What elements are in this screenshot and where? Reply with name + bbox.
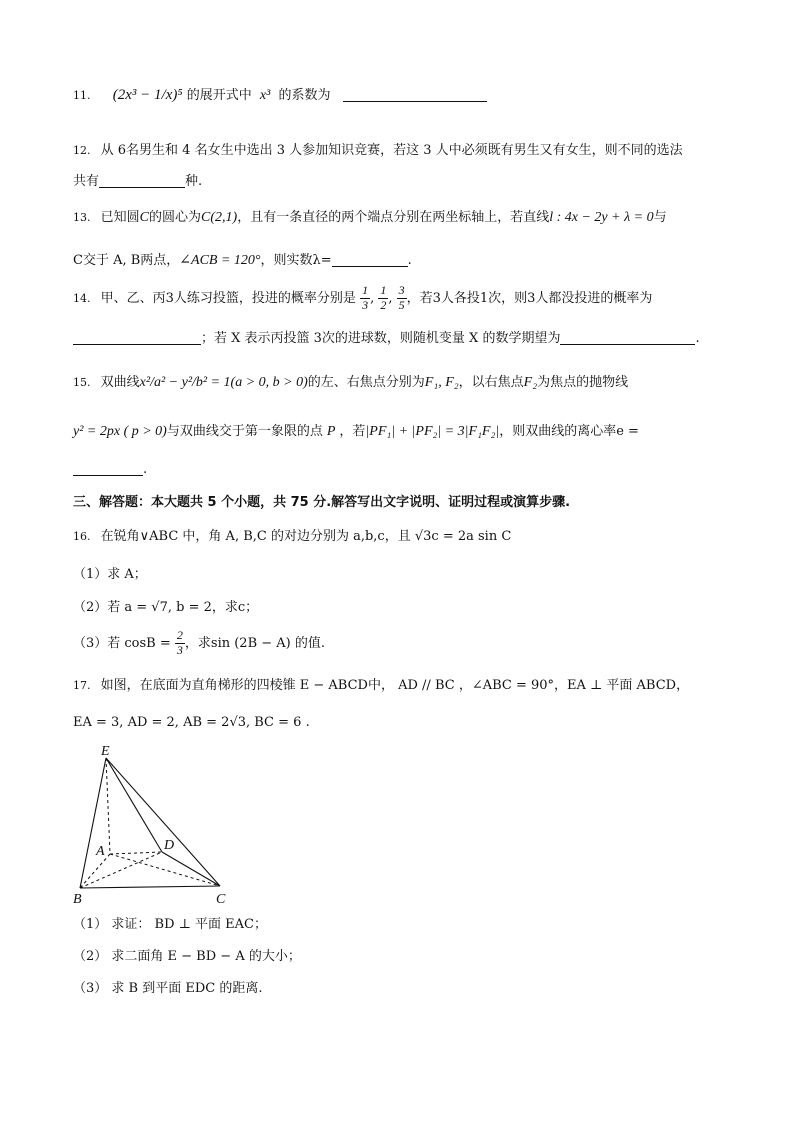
probability-fraction: $\frac{1}{3}$ (362, 283, 369, 312)
text: ，若 (339, 424, 366, 439)
question-number: 14. (73, 291, 91, 305)
line-equation: l : 4x − 2y + λ = 0 (549, 210, 654, 225)
point-p: P (326, 424, 336, 439)
question-17-part2: （2） 求二面角 E − BD − A 的大小； (73, 949, 301, 964)
edge-DC (162, 852, 220, 886)
question-16-part1: （1）求 A； (73, 567, 147, 582)
pyramid-figure (70, 742, 240, 907)
text: ，则双曲线的离心率e = (499, 424, 639, 439)
edge-AD (110, 852, 162, 854)
question-11 (73, 88, 487, 103)
fraction: $\frac{2}{3}$ (176, 628, 183, 657)
question-12 (73, 144, 683, 157)
question-14-line2 (73, 332, 700, 345)
question-15-line3 (73, 463, 147, 476)
circle-symbol: C (139, 210, 149, 225)
question-17 (73, 679, 689, 692)
question-16-part3 (73, 629, 325, 658)
binomial-expression: (2x³ − 1/x)⁵ (112, 87, 183, 103)
section-heading: 三、解答题：本大题共 5 个小题，共 75 分.解答写出文字说明、证明过程或演算步骤. (73, 495, 571, 510)
label-C: C (216, 892, 226, 907)
edge-EA (106, 758, 110, 854)
angle-condition: ∠ACB = 120° (179, 253, 261, 268)
text: 的系数为 (278, 88, 331, 103)
answer-blank[interactable] (73, 463, 143, 476)
center-point: C(2,1) (201, 210, 238, 225)
text: 的左、右焦点分别为 (307, 375, 425, 390)
text: . (143, 462, 148, 477)
edge-EB (80, 758, 106, 888)
question-17-part3: （3） 求 B 到平面 EDC 的距离. (73, 981, 263, 996)
text: 从 6名男生和 4 名女生中选出 3 人参加知识竞赛，若这 3 人中必须既有男生又有女生，则不同的选法 (100, 143, 683, 158)
condition: |PF₁| + |PF₂| = 3|F₁F₂| (365, 424, 500, 439)
text: ，以右焦点 (458, 375, 524, 390)
text: C交于 A, B两点， (73, 253, 180, 268)
question-17-part1: （1） 求证： BD ⊥ 平面 EAC； (73, 917, 267, 932)
question-15 (73, 376, 628, 390)
focus-f2: F₂ (523, 375, 538, 390)
question-12-line2 (73, 175, 202, 188)
question-17-line2: EA = 3, AD = 2, AB = 2√3, BC = 6 . (73, 715, 310, 730)
edge-BD (80, 852, 162, 888)
text: ，且有一条直径的两个端点分别在两坐标轴上，若直线 (237, 210, 550, 225)
answer-blank[interactable] (99, 175, 185, 188)
text: 在锐角∨ABC 中，角 A, B,C 的对边分别为 a,b,c，且 √3c = 2a sin C (100, 529, 512, 544)
answer-blank[interactable] (73, 332, 201, 345)
answer-blank[interactable] (343, 89, 487, 102)
label-B: B (73, 892, 82, 907)
question-14: 14. 甲、乙、丙3人练习投篮，投进的概率分别是 $\frac{1}{3}$ , $\frac{1}{2}$ , $\frac{3}{5}$ ，若3人各投1次，则3人都没投进的概率为 (73, 283, 653, 312)
text: 种. (185, 174, 203, 189)
question-number: 11. (73, 89, 91, 102)
question-number: 12. (73, 144, 91, 157)
question-13 (73, 211, 667, 225)
parabola-equation: y² = 2px ( p > 0) (73, 424, 167, 439)
probability-fraction: $\frac{3}{5}$ (398, 283, 405, 312)
text: ；若 X 表示丙投篮 3次的进球数，则随机变量 X 的数学期望为 (201, 331, 561, 346)
label-E: E (101, 744, 110, 759)
text: ，则实数λ= (260, 253, 332, 268)
probability-fraction: $\frac{1}{2}$ (380, 283, 387, 312)
text: 的圆心为 (149, 210, 202, 225)
edge-AC (110, 854, 220, 886)
question-number: 17. (73, 679, 91, 692)
question-16-part2: （2）若 a = √7, b = 2，求c； (73, 600, 259, 615)
question-15-line2 (73, 425, 639, 439)
text: 的展开式中 (186, 88, 252, 103)
question-13-line2 (73, 254, 412, 268)
question-number: 15. (73, 376, 91, 389)
answer-blank[interactable] (560, 332, 695, 345)
foci: F₁, F₂ (424, 375, 459, 390)
text: 与 (653, 210, 667, 225)
label-D: D (164, 838, 175, 853)
text: ，求sin (2B − A) 的值. (184, 635, 326, 651)
text: （3）若 cosB = (73, 635, 171, 651)
text: 如图，在底面为直角梯形的四棱锥 E − ABCD中， AD // BC ，∠ABC = 90°，EA ⊥ 平面 ABCD， (100, 678, 690, 693)
question-number: 16. (73, 530, 91, 543)
text: ，若3人各投1次，则3人都没投进的概率为 (406, 290, 653, 306)
edge-EC (106, 758, 220, 886)
hyperbola-equation: x²/a² − y²/b² = 1(a > 0, b > 0) (139, 375, 308, 390)
question-number: 13. (73, 211, 91, 224)
label-A: A (96, 844, 105, 859)
text: 与双曲线交于第一象限的点 (166, 424, 323, 439)
term: x³ (259, 88, 271, 103)
text: 已知圆 (100, 210, 140, 225)
text: . (695, 331, 700, 346)
edge-AB (80, 854, 110, 888)
text: 甲、乙、丙3人练习投篮，投进的概率分别是 (100, 290, 356, 306)
question-16 (73, 530, 511, 543)
text: 双曲线 (100, 375, 140, 390)
edge-ED (106, 758, 162, 852)
text: . (407, 253, 412, 268)
text: 为焦点的抛物线 (537, 375, 629, 390)
answer-blank[interactable] (332, 254, 408, 267)
edge-BC (80, 886, 220, 888)
text: 共有 (73, 174, 100, 189)
